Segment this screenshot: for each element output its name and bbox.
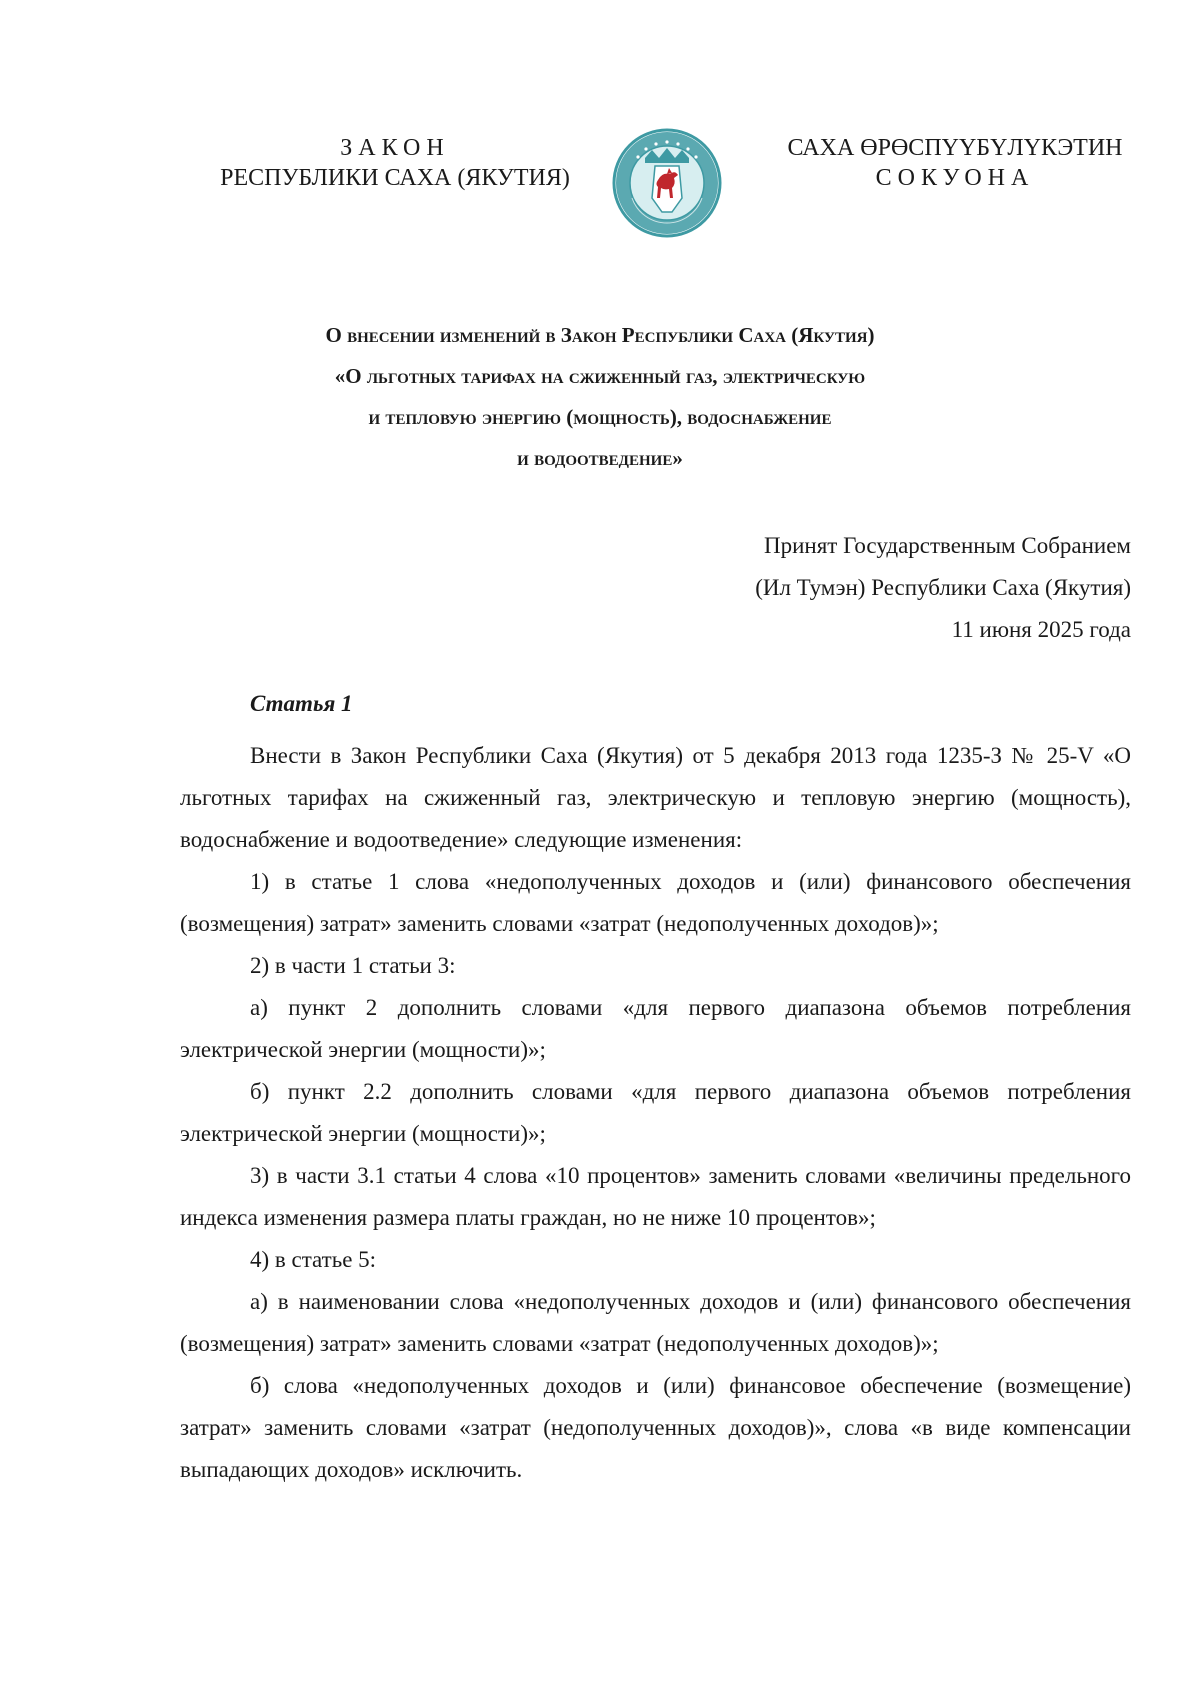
adoption-date: 11 июня 2025 года: [951, 617, 1131, 642]
header-republic-name-ru: РЕСПУБЛИКИ САХА (ЯКУТИЯ): [220, 165, 570, 191]
header-law-title-ru: ЗАКОН: [340, 135, 450, 161]
article-paragraph: а) в наименовании слова «недополученных доходов и (или) финансового обеспечения (возмещения) затрат» заменить словами «затрат (недополученных доходов)»;: [180, 1289, 1131, 1356]
article-paragraph: 4) в статье 5:: [250, 1247, 377, 1272]
article-paragraph: а) пункт 2 дополнить словами «для первого диапазона объемов потребления электрической энергии (мощности)»;: [180, 995, 1131, 1062]
law-title-line: О внесении изменений в Закон Республики Саха (Якутия): [325, 323, 875, 347]
header-right-yakut: [770, 133, 1140, 193]
article-paragraph: 2) в части 1 статьи 3:: [250, 953, 456, 978]
law-title: [170, 315, 1030, 479]
article-paragraph: б) слова «недополученных доходов и (или) финансовое обеспечение (возмещение) затрат» заменить словами «затрат (недополученных доходов)», слова «в виде компенсации выпадающих доходов» исключить.: [180, 1373, 1131, 1482]
article-heading: Статья 1: [250, 691, 353, 716]
article-paragraph: б) пункт 2.2 дополнить словами «для первого диапазона объемов потребления электрической энергии (мощности)»;: [180, 1079, 1131, 1146]
coat-of-arms-sakha-icon: [612, 128, 722, 238]
law-title-line: и тепловую энергию (мощность), водоснабжение: [368, 405, 832, 429]
adopted-body: (Ил Тумэн) Республики Саха (Якутия): [755, 575, 1131, 600]
header-law-title-sah: СОКУОНА: [875, 165, 1035, 191]
article-body: [180, 735, 1131, 1491]
law-title-line: и водоотведение»: [517, 446, 683, 470]
adopted-by: Принят Государственным Собранием: [763, 533, 1131, 558]
adoption-block: [600, 525, 1131, 651]
article-paragraph: 1) в статье 1 слова «недополученных доходов и (или) финансового обеспечения (возмещения) затрат» заменить словами «затрат (недополученных доходов)»;: [180, 869, 1131, 936]
article-paragraph: 3) в части 3.1 статьи 4 слова «10 процентов» заменить словами «величины предельного индекса изменения размера платы граждан, но не ниже 10 процентов»;: [180, 1163, 1131, 1230]
header-left-russian: [205, 133, 585, 193]
article-paragraph: Внести в Закон Республики Саха (Якутия) от 5 декабря 2013 года 1235-З № 25-V «О льготных тарифах на сжиженный газ, электрическую и тепловую энергию (мощность), водоснабжение и водоотведение» следующие изменения:: [180, 743, 1131, 852]
law-title-line: «О льготных тарифах на сжиженный газ, электрическую: [334, 364, 866, 388]
header-republic-name-sah: САХА ӨРӨСПҮҮБҮЛҮКЭТИН: [787, 135, 1123, 161]
